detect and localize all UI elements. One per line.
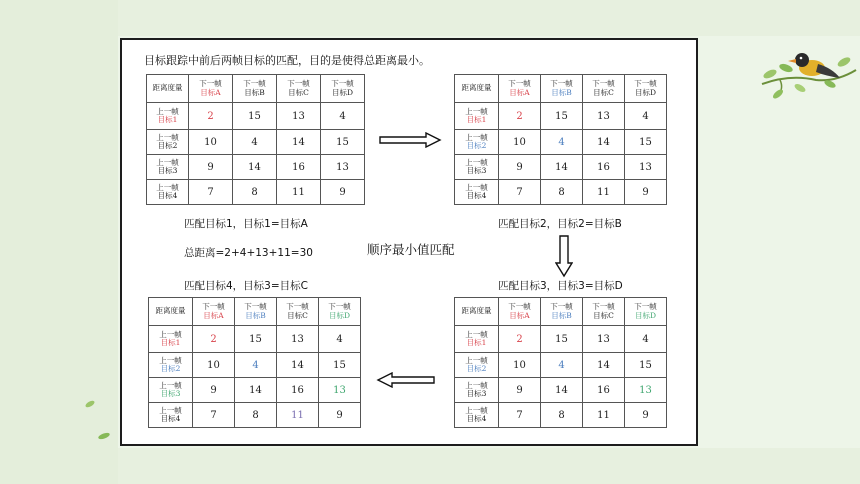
matrix-cell: 4 (541, 353, 583, 378)
matrix-cell: 13 (277, 326, 319, 353)
matrix-cell: 4 (233, 130, 277, 155)
matrix-cell: 8 (541, 403, 583, 428)
column-header-a: 下一帧 目标A (499, 298, 541, 326)
matrix-cell: 8 (233, 180, 277, 205)
column-header-d: 下一帧 目标D (321, 75, 365, 103)
matrix-cell: 11 (277, 403, 319, 428)
column-header-b: 下一帧 目标B (233, 75, 277, 103)
matrix-cell: 10 (193, 353, 235, 378)
matrix-cell: 14 (277, 353, 319, 378)
distance-matrix-step2 (454, 74, 667, 205)
matrix-cell: 4 (321, 103, 365, 130)
row-header-4: 上一帧 目标4 (147, 180, 189, 205)
step3-label: 匹配目标3，目标3=目标D (498, 280, 623, 292)
row-header-3: 上一帧 目标3 (455, 378, 499, 403)
matrix-cell: 7 (189, 180, 233, 205)
matrix-cell: 13 (583, 103, 625, 130)
matrix-cell: 14 (277, 130, 321, 155)
matrix-cell: 14 (541, 378, 583, 403)
matrix-cell: 2 (499, 103, 541, 130)
matrix-cell: 15 (233, 103, 277, 130)
row-header-4: 上一帧 目标4 (455, 403, 499, 428)
row-header-2: 上一帧 目标2 (455, 353, 499, 378)
matrix-cell: 15 (625, 130, 667, 155)
column-header-d: 下一帧 目标D (625, 75, 667, 103)
leaf-decoration-left (80, 396, 120, 446)
matrix-cell: 16 (583, 155, 625, 180)
matrix-cell: 9 (319, 403, 361, 428)
diagram-frame (120, 38, 698, 446)
matrix-cell: 9 (321, 180, 365, 205)
matrix-cell: 4 (625, 103, 667, 130)
matrix-cell: 10 (499, 353, 541, 378)
column-header-c: 下一帧 目标C (583, 298, 625, 326)
row-header-3: 上一帧 目标3 (147, 155, 189, 180)
matrix-cell: 8 (235, 403, 277, 428)
matrix-cell: 7 (499, 180, 541, 205)
matrix-cell: 15 (541, 326, 583, 353)
matrix-cell: 8 (541, 180, 583, 205)
corner-header: 距离度量 (455, 75, 499, 103)
column-header-d: 下一帧 目标D (319, 298, 361, 326)
matrix-cell: 4 (541, 130, 583, 155)
matrix-cell: 16 (277, 155, 321, 180)
corner-header: 距离度量 (147, 75, 189, 103)
matrix-cell: 14 (235, 378, 277, 403)
column-header-d: 下一帧 目标D (625, 298, 667, 326)
down-arrow-icon (555, 234, 573, 278)
matrix-cell: 15 (541, 103, 583, 130)
matrix-cell: 11 (277, 180, 321, 205)
left-arrow-icon (376, 372, 436, 388)
matrix-cell: 13 (583, 326, 625, 353)
row-header-2: 上一帧 目标2 (147, 130, 189, 155)
row-header-3: 上一帧 目标3 (455, 155, 499, 180)
center-label: 顺序最小值匹配 (367, 242, 455, 257)
matrix-cell: 14 (233, 155, 277, 180)
row-header-3: 上一帧 目标3 (149, 378, 193, 403)
column-header-b: 下一帧 目标B (541, 75, 583, 103)
column-header-a: 下一帧 目标A (189, 75, 233, 103)
matrix-cell: 15 (235, 326, 277, 353)
matrix-cell: 9 (625, 180, 667, 205)
matrix-cell: 14 (583, 353, 625, 378)
matrix-cell: 13 (321, 155, 365, 180)
matrix-cell: 11 (583, 180, 625, 205)
column-header-b: 下一帧 目标B (235, 298, 277, 326)
matrix-cell: 14 (583, 130, 625, 155)
matrix-cell: 10 (189, 130, 233, 155)
row-header-1: 上一帧 目标1 (147, 103, 189, 130)
matrix-cell: 13 (625, 155, 667, 180)
step1-label: 匹配目标1，目标1=目标A (184, 218, 308, 230)
matrix-cell: 16 (277, 378, 319, 403)
right-arrow-icon (378, 132, 442, 148)
matrix-cell: 4 (235, 353, 277, 378)
column-header-a: 下一帧 目标A (499, 75, 541, 103)
matrix-cell: 11 (583, 403, 625, 428)
distance-matrix-step3 (454, 297, 667, 428)
matrix-cell: 9 (189, 155, 233, 180)
distance-matrix-step1 (146, 74, 365, 205)
matrix-cell: 15 (321, 130, 365, 155)
step2-label: 匹配目标2，目标2=目标B (498, 218, 622, 230)
matrix-cell: 14 (541, 155, 583, 180)
matrix-cell: 2 (189, 103, 233, 130)
matrix-cell: 4 (625, 326, 667, 353)
matrix-cell: 4 (319, 326, 361, 353)
corner-header: 距离度量 (149, 298, 193, 326)
total-distance-label: 总距离=2+4+13+11=30 (184, 247, 313, 259)
matrix-cell: 2 (193, 326, 235, 353)
matrix-cell: 13 (625, 378, 667, 403)
bird-branch-decoration (760, 22, 858, 104)
matrix-cell: 9 (625, 403, 667, 428)
row-header-1: 上一帧 目标1 (149, 326, 193, 353)
matrix-cell: 7 (499, 403, 541, 428)
row-header-4: 上一帧 目标4 (149, 403, 193, 428)
row-header-2: 上一帧 目标2 (455, 130, 499, 155)
matrix-cell: 15 (625, 353, 667, 378)
row-header-4: 上一帧 目标4 (455, 180, 499, 205)
step4-label: 匹配目标4，目标3=目标C (184, 280, 308, 292)
corner-header: 距离度量 (455, 298, 499, 326)
row-header-1: 上一帧 目标1 (455, 326, 499, 353)
matrix-cell: 9 (499, 155, 541, 180)
distance-matrix-step4 (148, 297, 361, 428)
matrix-cell: 9 (193, 378, 235, 403)
matrix-cell: 7 (193, 403, 235, 428)
matrix-cell: 13 (277, 103, 321, 130)
matrix-cell: 10 (499, 130, 541, 155)
matrix-cell: 16 (583, 378, 625, 403)
row-header-1: 上一帧 目标1 (455, 103, 499, 130)
row-header-2: 上一帧 目标2 (149, 353, 193, 378)
column-header-c: 下一帧 目标C (277, 75, 321, 103)
column-header-c: 下一帧 目标C (583, 75, 625, 103)
matrix-cell: 15 (319, 353, 361, 378)
diagram-title: 目标跟踪中前后两帧目标的匹配，目的是使得总距离最小。 (144, 54, 430, 67)
column-header-c: 下一帧 目标C (277, 298, 319, 326)
column-header-b: 下一帧 目标B (541, 298, 583, 326)
column-header-a: 下一帧 目标A (193, 298, 235, 326)
matrix-cell: 9 (499, 378, 541, 403)
matrix-cell: 13 (319, 378, 361, 403)
matrix-cell: 2 (499, 326, 541, 353)
